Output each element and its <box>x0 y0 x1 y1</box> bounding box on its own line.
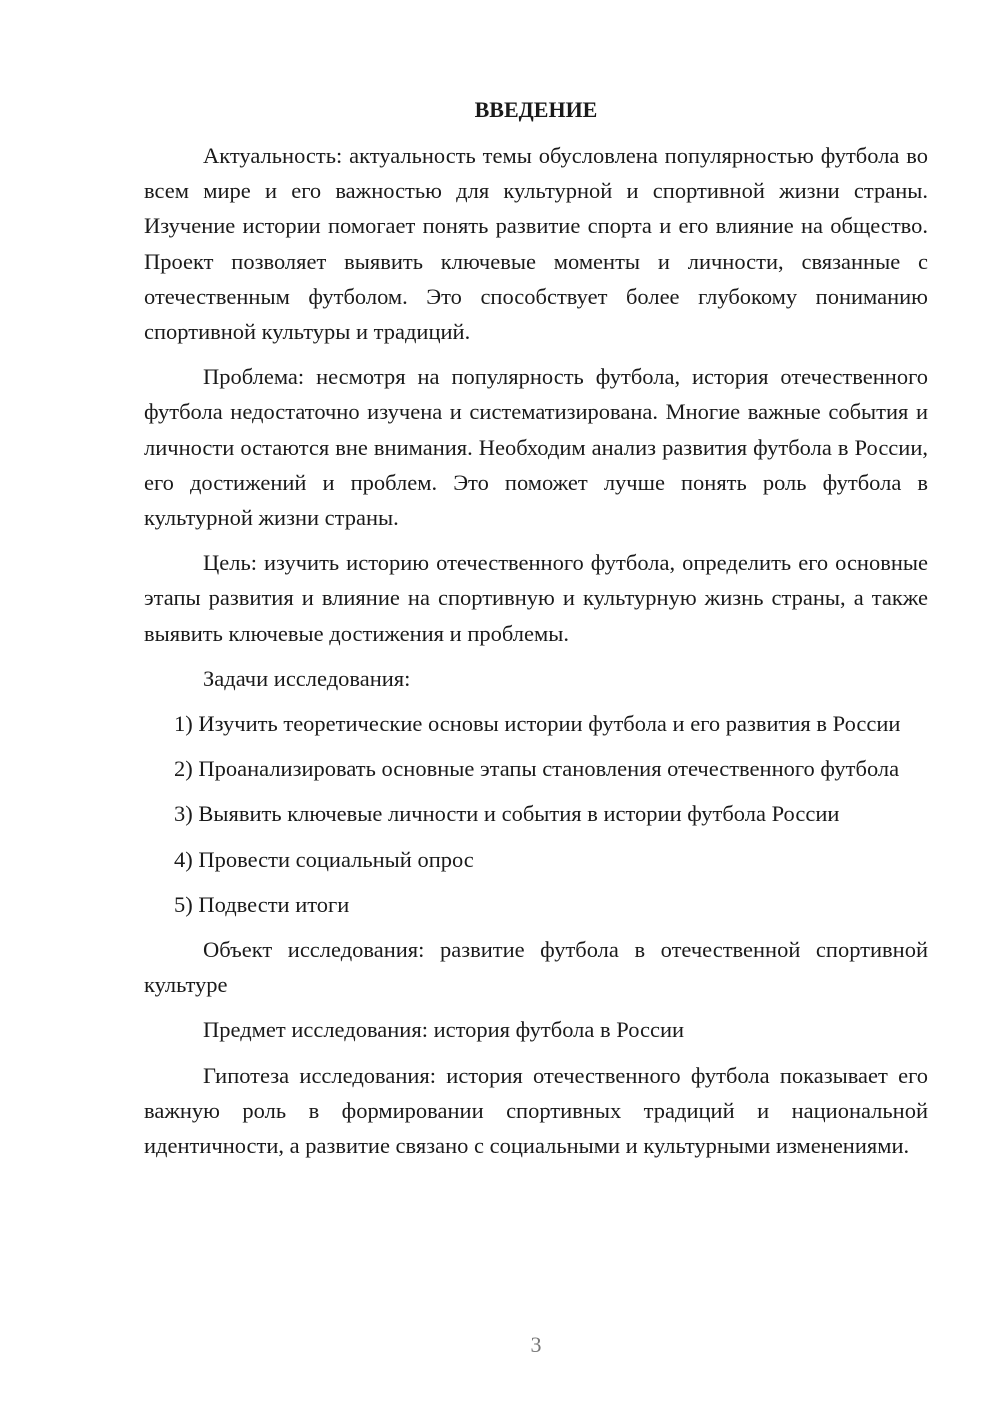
object-paragraph: Объект исследования: развитие футбола в отечественной спортивной культуре <box>144 937 928 998</box>
tasks-title: Задачи исследования: <box>203 665 411 691</box>
task-list-item: 1) Изучить теоретические основы истории футбола и его развития в России <box>174 711 901 737</box>
subject-paragraph: Предмет исследования: история футбола в России <box>203 1017 685 1043</box>
task-list-item: 2) Проанализировать основные этапы становления отечественного футбола <box>174 756 900 782</box>
document-page <box>144 94 928 1173</box>
relevance-paragraph: Актуальность: актуальность темы обусловлена популярностью футбола во всем мире и его важностью для культурной и спортивной жизни страны. Изучение истории помогает понять развитие спорта и его влияние на общество. Проект позволяет выявить ключевые моменты и личности, связанные с отечественным футболом. Это способствует более глубокому пониманию спортивной культуры и традиций. <box>144 143 928 345</box>
task-list-item: 5) Подвести итоги <box>174 891 350 917</box>
problem-paragraph: Проблема: несмотря на популярность футбола, история отечественного футбола недостаточно изучена и систематизирована. Многие важные события и личности остаются вне внимания. Необходим анализ развития футбола в России, его достижений и проблем. Это поможет лучше понять роль футбола в культурной жизни страны. <box>144 364 928 531</box>
hypothesis-paragraph: Гипотеза исследования: история отечественного футбола показывает его важную роль в формировании спортивных традиций и национальной идентичности, а развитие связано с социальными и культурными изменениями. <box>144 1062 928 1159</box>
task-list-item: 4) Провести социальный опрос <box>174 846 474 872</box>
section-heading: ВВЕДЕНИЕ <box>474 97 598 122</box>
task-list-item: 3) Выявить ключевые личности и события в истории футбола России <box>174 801 840 827</box>
page-number: 3 <box>530 1332 542 1357</box>
goal-paragraph: Цель: изучить историю отечественного футбола, определить его основные этапы развития и влияние на спортивную и культурную жизнь страны, а также выявить ключевые достижения и проблемы. <box>144 550 928 646</box>
